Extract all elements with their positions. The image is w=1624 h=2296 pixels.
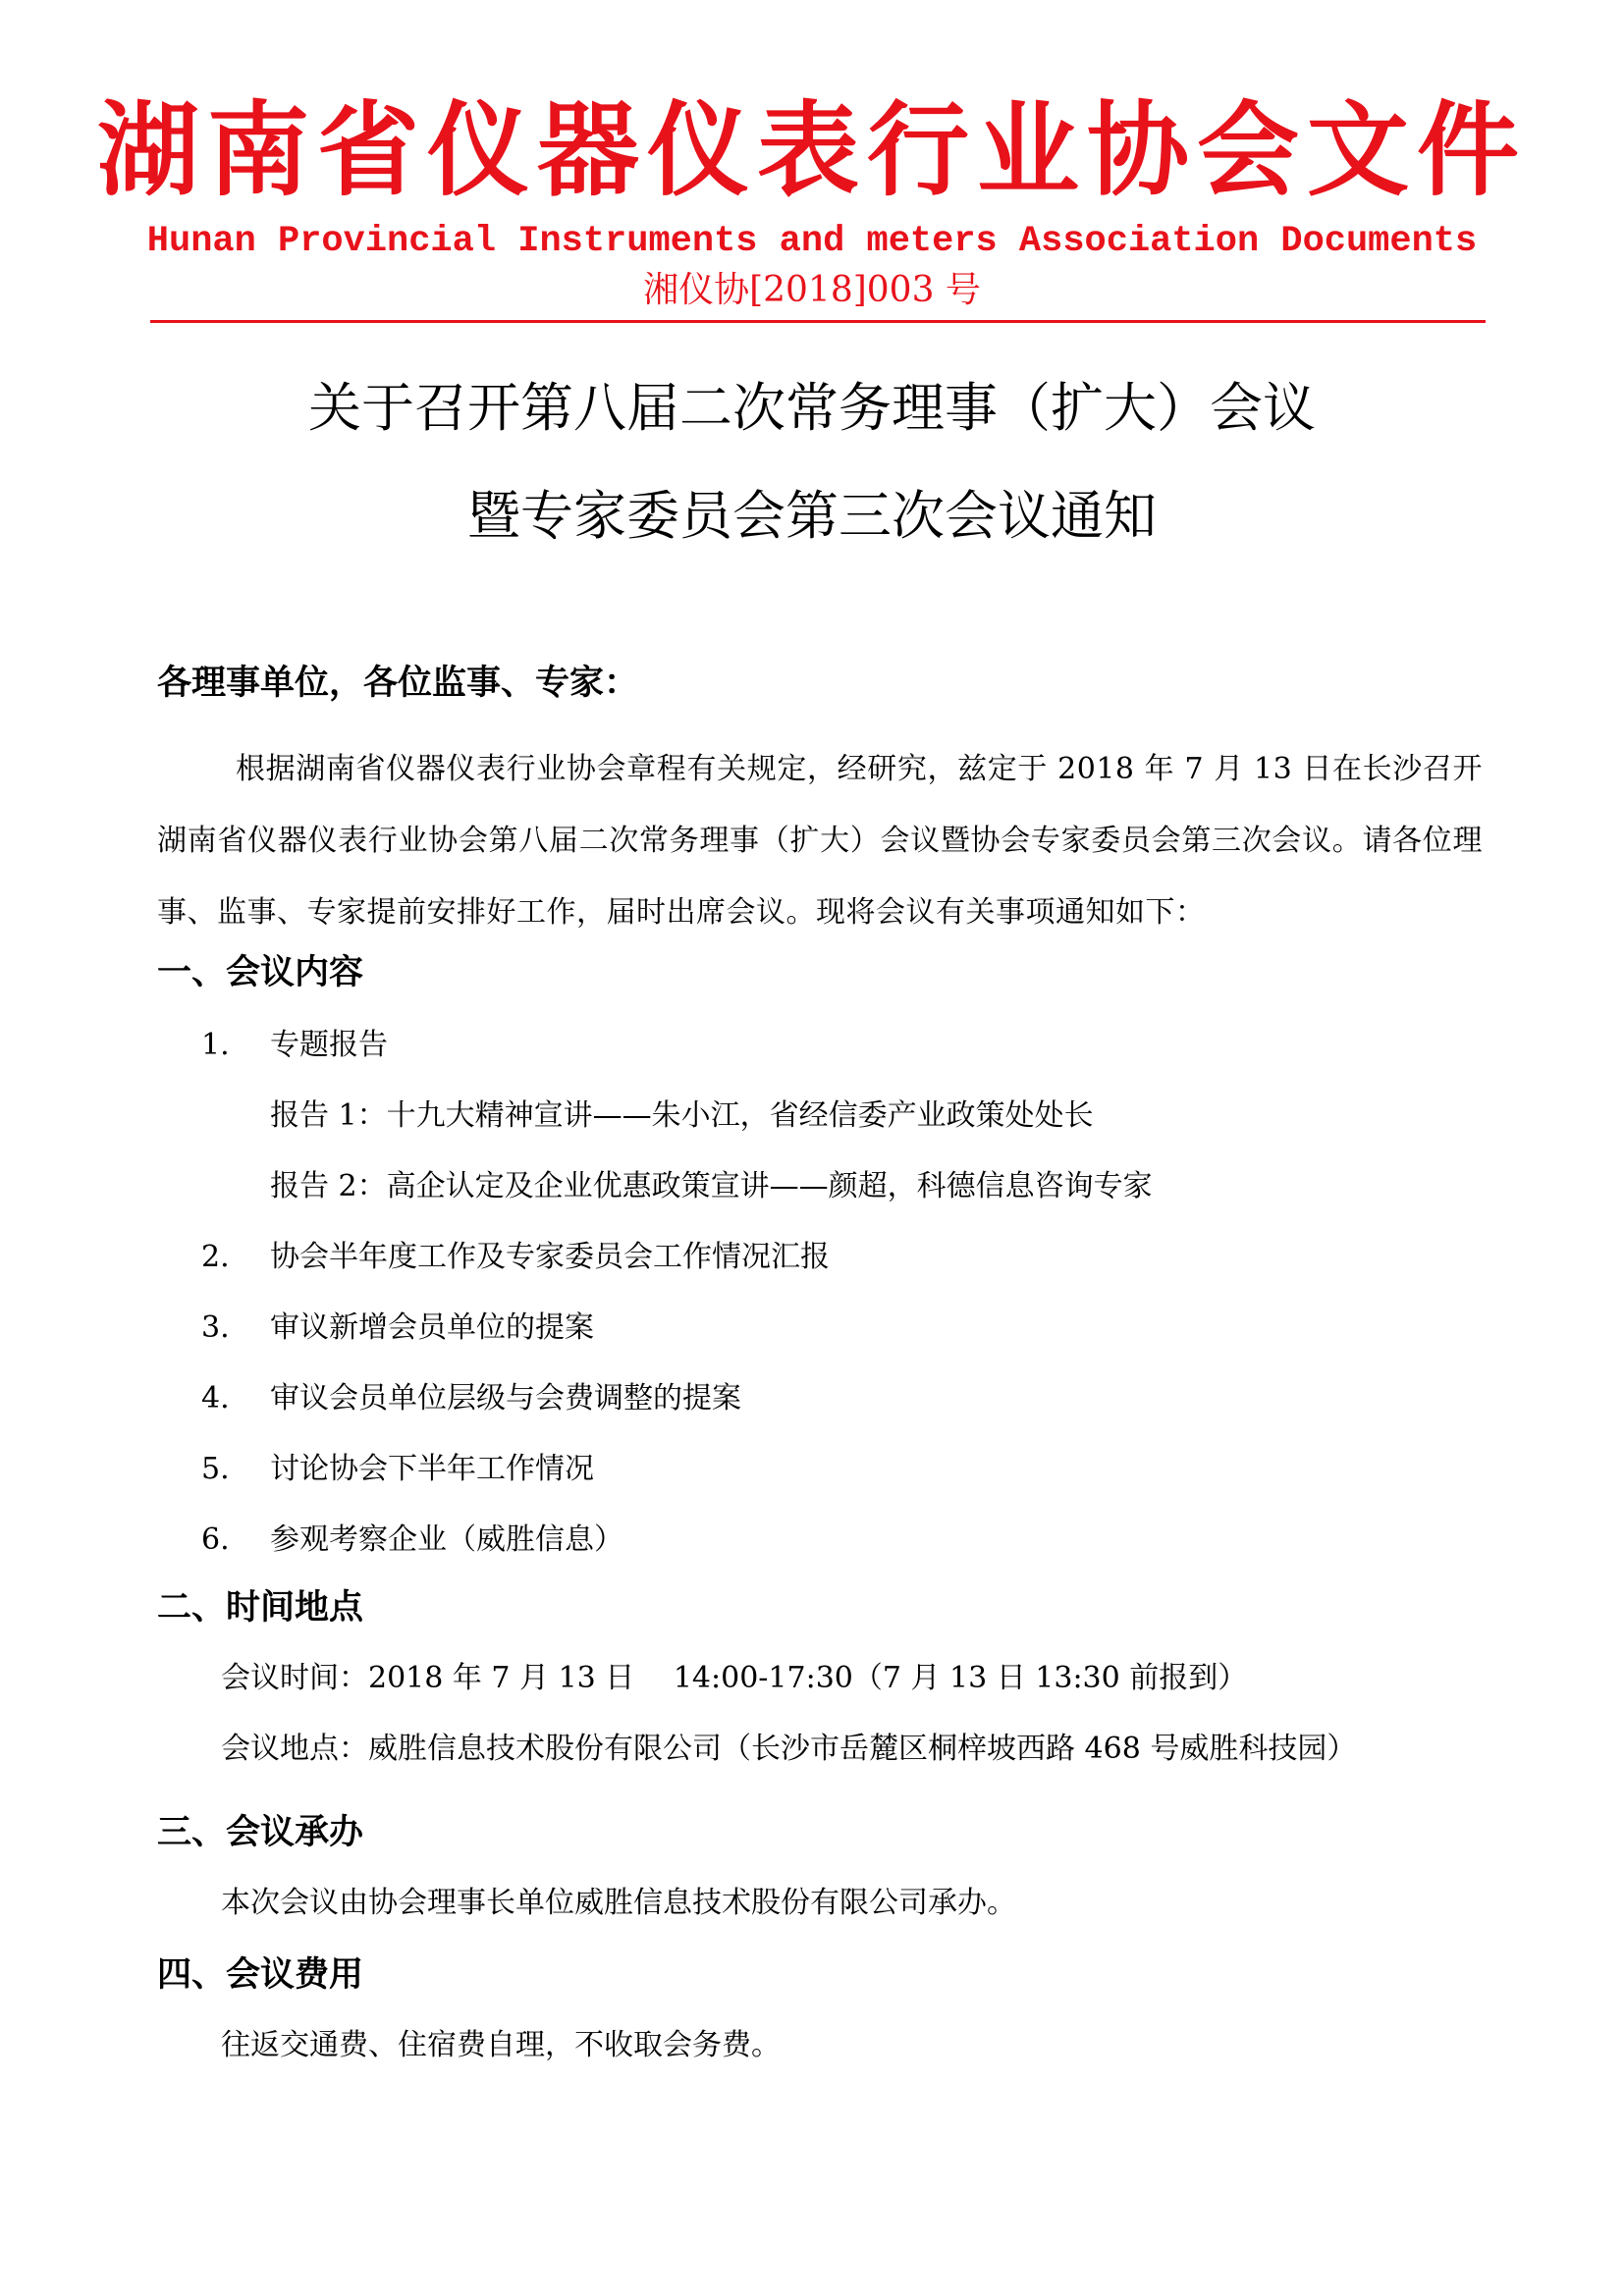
notice-title-line1: 关于召开第八届二次常务理事（扩大）会议 — [308, 377, 1316, 439]
section-heading-content: 一、会议内容 — [157, 953, 364, 992]
report-line: 报告 2：高企认定及企业优惠政策宣讲——颜超，科德信息咨询专家 — [270, 1169, 1153, 1203]
list-item: 讨论协会下半年工作情况 — [270, 1452, 594, 1486]
section-heading-time-place: 二、时间地点 — [157, 1588, 364, 1628]
organizer-text: 本次会议由协会理事长单位威胜信息技术股份有限公司承办。 — [221, 1886, 1016, 1920]
salutation: 各理事单位，各位监事、专家： — [157, 664, 639, 703]
section-heading-organizer: 三、会议承办 — [157, 1813, 364, 1852]
section-heading-fees: 四、会议费用 — [157, 1955, 364, 1995]
item-number: 2. — [201, 1240, 230, 1274]
meeting-time: 会议时间：2018 年 7 月 13 日 14:00-17:30（7 月 13 日 13:30 前报到） — [221, 1661, 1248, 1695]
intro-paragraph: 根据湖南省仪器仪表行业协会章程有关规定，经研究，兹定于 2018 年 7 月 13 日在长沙召开湖南省仪器仪表行业协会第八届二次常务理事（扩大）会议暨协会专家委员会第三次会议。请各位理事、监事、专家提前安排好工作，届时出席会议。现将会议有关事项通知如下： — [157, 752, 1483, 930]
item-number: 3. — [201, 1310, 230, 1345]
item-number: 6. — [201, 1522, 230, 1557]
org-title: 湖南省仪器仪表行业协会文件 — [96, 89, 1527, 210]
notice-title-line2: 暨专家委员会第三次会议通知 — [467, 485, 1157, 547]
list-item: 协会半年度工作及专家委员会工作情况汇报 — [270, 1240, 830, 1274]
header-rule — [150, 320, 1486, 323]
fees-text: 往返交通费、住宿费自理，不收取会务费。 — [221, 2028, 781, 2062]
list-item: 审议新增会员单位的提案 — [270, 1310, 594, 1345]
list-item: 参观考察企业（威胜信息） — [270, 1522, 623, 1557]
item-number: 5. — [201, 1452, 230, 1486]
list-item: 专题报告 — [270, 1028, 388, 1062]
report-line: 报告 1：十九大精神宣讲——朱小江，省经信委产业政策处处长 — [270, 1098, 1094, 1133]
meeting-place: 会议地点：威胜信息技术股份有限公司（长沙市岳麓区桐梓坡西路 468 号威胜科技园） — [221, 1732, 1357, 1766]
item-number: 1. — [201, 1028, 230, 1062]
item-number: 4. — [201, 1381, 230, 1415]
org-title-en: Hunan Provincial Instruments and meters Association Documents — [146, 221, 1478, 262]
list-item: 审议会员单位层级与会费调整的提案 — [270, 1381, 741, 1415]
doc-number: 湘仪协[2018]003 号 — [643, 270, 981, 310]
